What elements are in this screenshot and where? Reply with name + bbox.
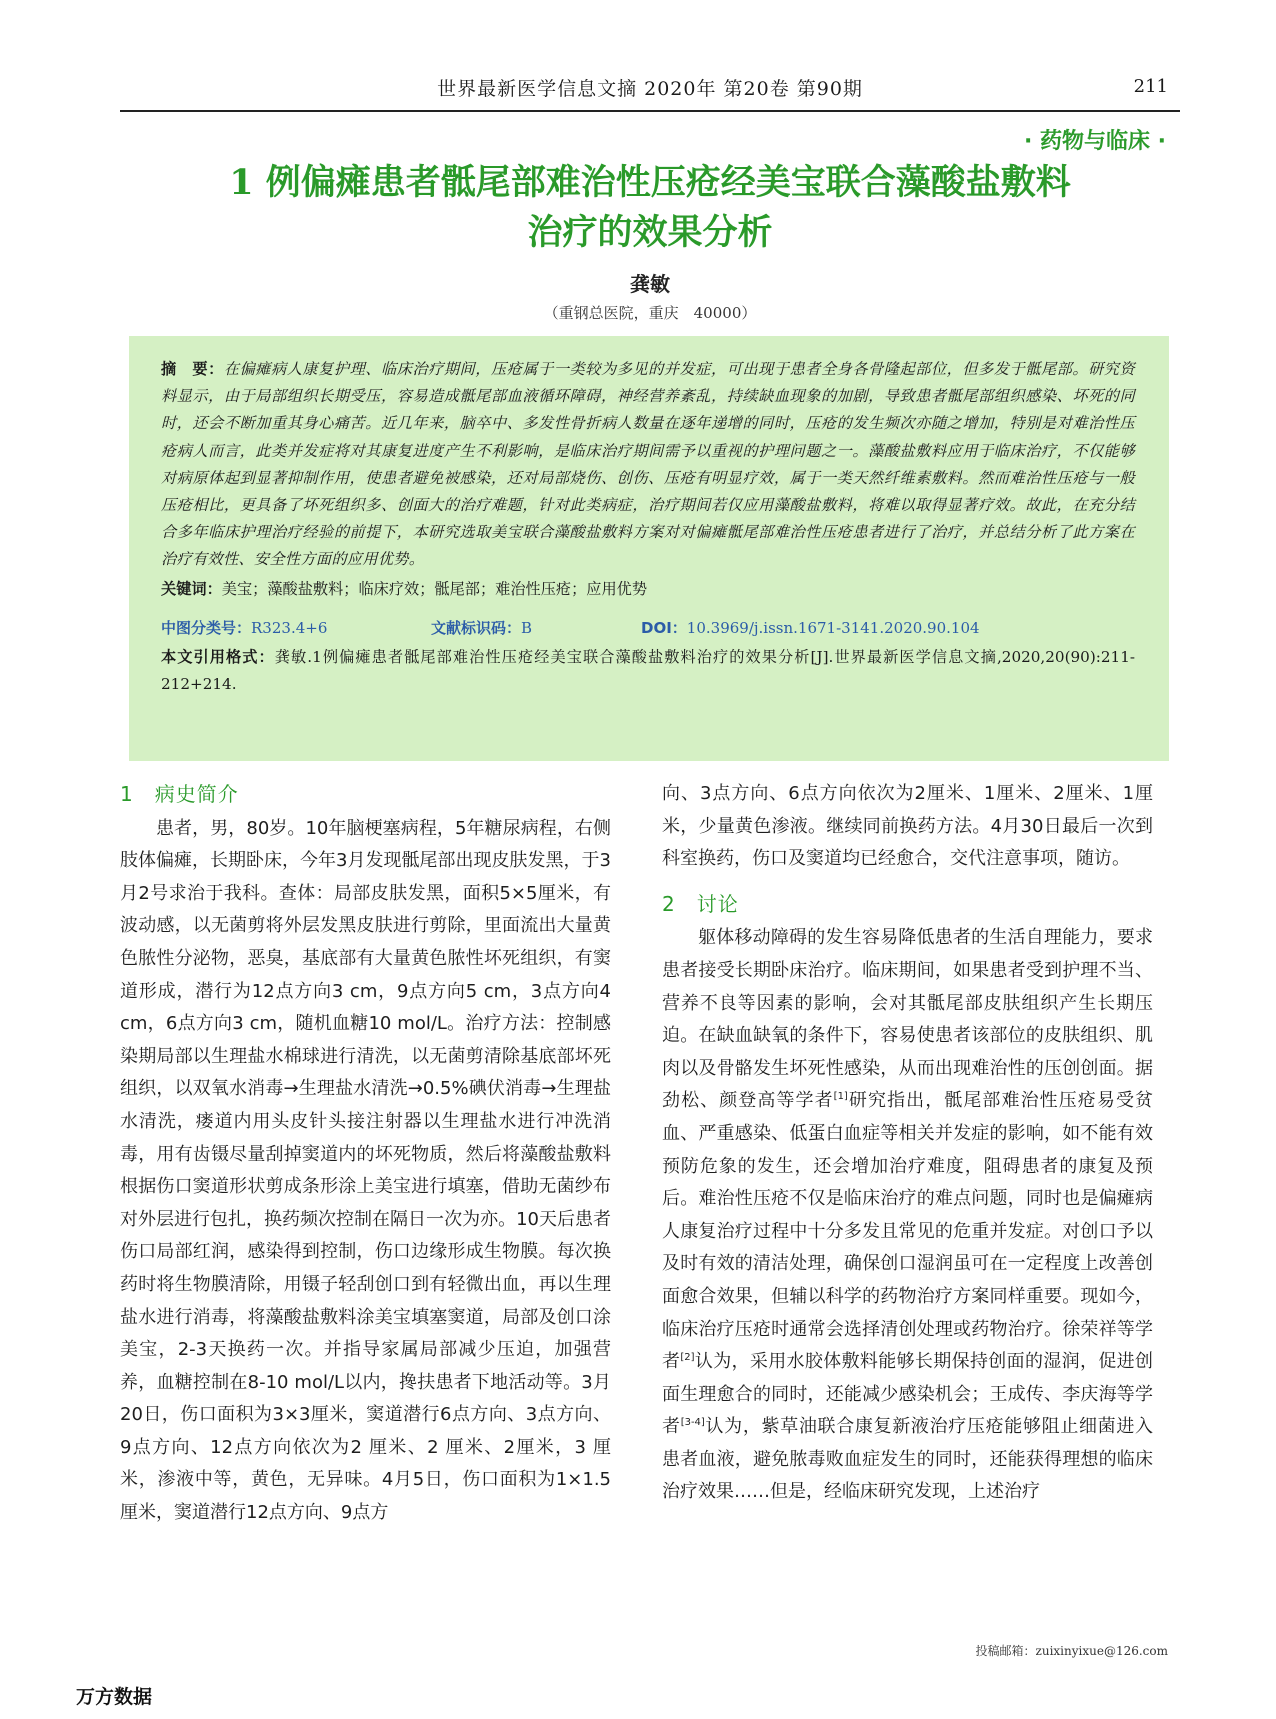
citation-text: 龚敏.1例偏瘫患者骶尾部难治性压疮经美宝联合藻酸盐敷料治疗的效果分析[J].世界最新医学信息文摘,2020,20(90):211-212+214. bbox=[161, 648, 1135, 694]
page-number: 211 bbox=[1133, 76, 1168, 97]
author: 龚敏 bbox=[630, 272, 670, 296]
doi-label: DOI： bbox=[641, 618, 687, 637]
citation-ref-1[interactable]: [1] bbox=[833, 1091, 848, 1103]
title-line-2: 治疗的效果分析 bbox=[527, 212, 773, 253]
section-2-heading: 2 讨论 bbox=[662, 891, 739, 916]
section-2-paragraph bbox=[662, 922, 1153, 1509]
running-header bbox=[120, 64, 1180, 112]
doc-code-value: B bbox=[521, 618, 533, 637]
journal-name: 世界最新医学信息文摘 2020年 第20卷 第90期 bbox=[437, 78, 863, 100]
discussion-text-a: 躯体移动障碍的发生容易降低患者的生活自理能力，要求患者接受长期卧床治疗。临床期间，如果患者受到护理不当、营养不良等因素的影响，会对其骶尾部皮肤组织产生长期压迫。在缺血缺氧的条件下，容易使患者该部位的皮肤组织、肌肉以及骨骼发生坏死性感染，从而出现难治性的压创创面。据劲松、颜登高等学者 bbox=[662, 927, 1153, 1112]
citation-ref-3-4[interactable]: [3-4] bbox=[680, 1417, 705, 1429]
keywords-text: 美宝；藻酸盐敷料；临床疗效；骶尾部；难治性压疮；应用优势 bbox=[221, 579, 647, 598]
wanfang-watermark: 万方数据 bbox=[76, 1686, 153, 1708]
abstract-text: 在偏瘫病人康复护理、临床治疗期间，压疮属于一类较为多见的并发症，可出现于患者全身各骨隆起部位，但多发于骶尾部。研究资料显示，由于局部组织长期受压，容易造成骶尾部血液循环障碍，神经营养紊乱，持续缺血现象的加剧，导致患者骶尾部组织感染、坏死的同时，还会不断加重其身心痛苦。近几年来，脑卒中、多发性骨折病人数量在逐年递增的同时，压疮的发生频次亦随之增加，特别是对难治性压疮病人而言，此类并发症将对其康复进度产生不利影响，是临床治疗期间需予以重视的护理问题之一。藻酸盐敷料应用于临床治疗，不仅能够对病原体起到显著抑制作用，使患者避免被感染，还对局部烧伤、创伤、压疮有明显疗效，属于一类天然纤维素敷料。然而难治性压疮与一般压疮相比，更具备了坏死组织多、创面大的治疗难题，针对此类病症，治疗期间若仅应用藻酸盐敷料，将难以取得显著疗效。故此，在充分结合多年临床护理治疗经验的前提下，本研究选取美宝联合藻酸盐敷料方案对对偏瘫骶尾部难治性压疮患者进行了治疗，并总结分析了此方案在治疗有效性、安全性方面的应用优势。 bbox=[161, 360, 1135, 569]
title-line-1: 1 例偏瘫患者骶尾部难治性压疮经美宝联合藻酸盐敷料 bbox=[229, 162, 1071, 203]
citation-label: 本文引用格式： bbox=[161, 648, 275, 667]
article-title bbox=[120, 158, 1180, 258]
section-tag: · 药物与临床 · bbox=[1023, 129, 1166, 154]
right-column bbox=[662, 778, 1153, 1509]
submission-email: 投稿邮箱：zuixinyixue@126.com bbox=[975, 1644, 1168, 1658]
discussion-text-d: 认为，紫草油联合康复新液治疗压疮能够阻止细菌进入患者血液，避免脓毒败血症发生的同时，还能获得理想的临床治疗效果……但是，经临床研究发现，上述治疗 bbox=[662, 1416, 1154, 1503]
discussion-text-b: 研究指出，骶尾部难治性压疮易受贫血、严重感染、低蛋白血症等相关并发症的影响，如不能有效预防危象的发生，还会增加治疗难度，阻碍患者的康复及预后。难治性压疮不仅是临床治疗的难点问题，同时也是偏瘫病人康复治疗过程中十分多发且常见的危重并发症。对创口予以及时有效的清洁处理，确保创口湿润虽可在一定程度上改善创面愈合效果，但辅以科学的药物治疗方案同样重要。现如今，临床治疗压疮时通常会选择清创处理或药物治疗。徐荣祥等学者 bbox=[662, 1090, 1154, 1373]
doi-value[interactable]: 10.3969/j.issn.1671-3141.2020.90.104 bbox=[686, 618, 980, 637]
abstract-label: 摘 要： bbox=[161, 360, 224, 378]
citation-ref-2[interactable]: [2] bbox=[680, 1352, 695, 1364]
left-column bbox=[120, 778, 611, 1530]
abstract-box bbox=[129, 336, 1169, 761]
citation bbox=[161, 644, 1135, 698]
discussion-text-c: 认为，采用水胶体敷料能够长期保持创面的湿润，促进创面生理愈合的同时，还能减少感染机会；王成传、李庆海等学者 bbox=[662, 1351, 1154, 1438]
section-1-heading: 1 病史简介 bbox=[120, 782, 239, 806]
keywords-label: 关键词： bbox=[161, 579, 222, 598]
affiliation: （重钢总医院，重庆 40000） bbox=[543, 304, 757, 322]
doc-code-label: 文献标识码： bbox=[431, 618, 522, 637]
classification-row bbox=[161, 615, 1135, 642]
section-1-paragraph-continued: 向、3点方向、6点方向依次为2厘米、1厘米、2厘米、1厘米，少量黄色渗液。继续同前换药方法。4月30日最后一次到科室换药，伤口及窦道均已经愈合，交代注意事项，随访。 bbox=[662, 783, 1153, 870]
section-1-paragraph: 患者，男，80岁。10年脑梗塞病程，5年糖尿病程，右侧肢体偏瘫，长期卧床，今年3月发现骶尾部出现皮肤发黑，于3月2号求治于我科。查体：局部皮肤发黑，面积5×5厘米，有波动感，以无菌剪将外层发黑皮肤进行剪除，里面流出大量黄色脓性分泌物，恶臭，基底部有大量黄色脓性坏死组织，有窦道形成，潜行为12点方向3 cm，9点方向5 cm，3点方向4 cm，6点方向3 cm，随机血糖10 mol/L。治疗方法：控制感染期局部以生理盐水棉球进行清洗，以无菌剪清除基底部坏死组织，以双氧水消毒→生理盐水清洗→0.5%碘伏消毒→生理盐水清洗，瘘道内用头皮针头接注射器以生理盐水进行冲洗消毒，用有齿镊尽量刮掉窦道内的坏死物质，然后将藻酸盐敷料根据伤口窦道形状剪成条形涂上美宝进行填塞，借助无菌纱布对外层进行包扎，换药频次控制在隔日一次为亦。10天后患者伤口局部红润，感染得到控制，伤口边缘形成生物膜。每次换药时将生物膜清除，用镊子轻刮创口到有轻微出血，再以生理盐水进行消毒，将藻酸盐敷料涂美宝填塞窦道，局部及创口涂美宝，2-3天换药一次。并指导家属局部减少压迫，加强营养，血糖控制在8-10 mol/L以内，搀扶患者下地活动等。3月20日，伤口面积为3×3厘米，窦道潜行6点方向、3点方向、9点方向、12点方向依次为2 厘米、2 厘米、2厘米，3 厘米，渗液中等，黄色，无异味。4月5日，伤口面积为1×1.5厘米，窦道潜行12点方向、9点方 bbox=[120, 817, 611, 1524]
keywords bbox=[161, 576, 1135, 603]
clc-label: 中图分类号： bbox=[161, 618, 252, 637]
clc-value: R323.4+6 bbox=[251, 618, 328, 637]
abstract bbox=[161, 356, 1135, 574]
